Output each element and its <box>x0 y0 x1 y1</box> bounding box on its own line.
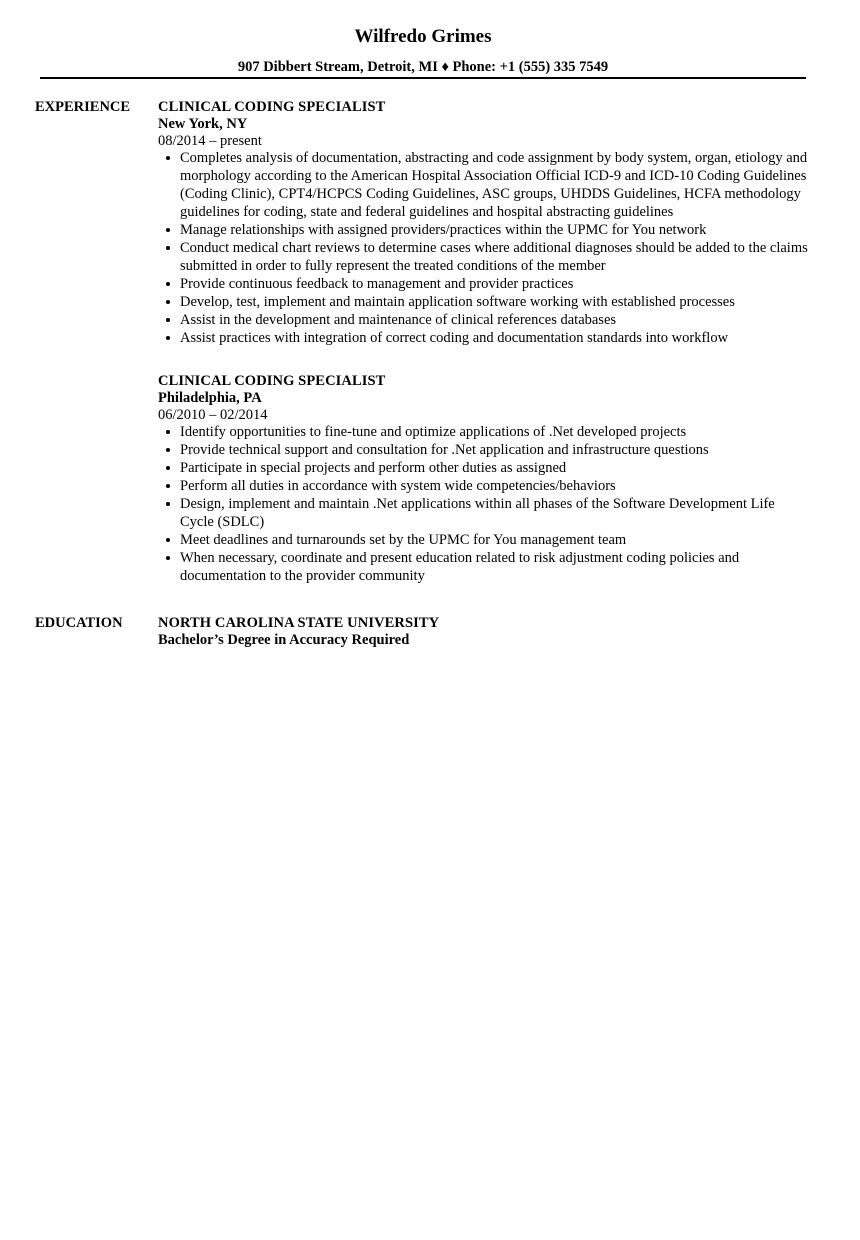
bullet-icon <box>166 466 170 470</box>
list-item <box>158 441 810 459</box>
bullet-text: Meet deadlines and turnarounds set by the UPMC for You management team <box>180 532 627 548</box>
bullet-text: Participate in special projects and perform other duties as assigned <box>180 460 567 476</box>
bullet-icon <box>166 282 170 286</box>
bullet-icon <box>166 538 170 542</box>
bullet-text: Provide technical support and consultation for .Net application and infrastructure questions <box>180 442 709 458</box>
job-title: CLINICAL CODING SPECIALIST <box>158 373 386 389</box>
list-item <box>158 149 810 221</box>
list-item <box>158 423 810 441</box>
bullet-icon <box>166 502 170 506</box>
bullet-icon <box>166 336 170 340</box>
bullet-text: When necessary, coordinate and present education related to risk adjustment coding policies and documentation to the provider community <box>180 550 740 584</box>
school-name: NORTH CAROLINA STATE UNIVERSITY <box>158 615 440 631</box>
bullet-icon <box>166 556 170 560</box>
list-item <box>158 477 810 495</box>
header-divider <box>40 77 806 79</box>
job-bullets <box>158 149 810 347</box>
job-location: Philadelphia, PA <box>158 390 262 406</box>
education-entry <box>158 614 810 649</box>
list-item <box>158 221 810 239</box>
bullet-icon <box>166 430 170 434</box>
bullet-text: Design, implement and maintain .Net applications within all phases of the Software Development Life Cycle (SDLC) <box>180 496 775 530</box>
experience-job-2 <box>158 372 810 585</box>
bullet-text: Assist practices with integration of correct coding and documentation standards into workflow <box>180 330 729 346</box>
bullet-text: Completes analysis of documentation, abstracting and code assignment by body system, organ, etiology and morphology according to the American Hospital Association Official ICD-9 and ICD-10 Coding Guidelines (Coding Clinic), CPT4/HCPCS Coding Guidelines, ASC groups, UHDDS Guidelines, HCFA methodology guidelines for coding, state and federal guidelines and hospital abstracting guidelines <box>180 150 808 220</box>
bullet-text: Assist in the development and maintenance of clinical references databases <box>180 312 617 328</box>
bullet-text: Perform all duties in accordance with system wide competencies/behaviors <box>180 478 616 494</box>
list-item <box>158 329 810 347</box>
bullet-icon <box>166 228 170 232</box>
bullet-text: Identify opportunities to fine-tune and optimize applications of .Net developed projects <box>180 424 687 440</box>
degree: Bachelor’s Degree in Accuracy Required <box>158 632 410 648</box>
bullet-icon <box>166 300 170 304</box>
list-item <box>158 239 810 275</box>
bullet-text: Provide continuous feedback to management and provider practices <box>180 276 574 292</box>
list-item <box>158 495 810 531</box>
list-item <box>158 293 810 311</box>
diamond-separator-icon: ♦ <box>441 59 449 75</box>
job-bullets <box>158 423 810 585</box>
contact-line <box>0 59 846 76</box>
phone-label: Phone: <box>452 59 496 75</box>
list-item <box>158 275 810 293</box>
job-title: CLINICAL CODING SPECIALIST <box>158 99 386 115</box>
bullet-icon <box>166 318 170 322</box>
list-item <box>158 531 810 549</box>
address: 907 Dibbert Stream, Detroit, MI <box>237 59 438 75</box>
section-label-experience: EXPERIENCE <box>35 99 131 115</box>
candidate-name: Wilfredo Grimes <box>354 26 492 47</box>
bullet-text: Manage relationships with assigned providers/practices within the UPMC for You network <box>180 222 707 238</box>
bullet-text: Conduct medical chart reviews to determine cases where additional diagnoses should be added to the claims submitted in order to fully represent the treated conditions of the member <box>180 240 808 274</box>
bullet-icon <box>166 484 170 488</box>
list-item <box>158 459 810 477</box>
experience-job-1 <box>158 98 810 347</box>
job-dates: 06/2010 – 02/2014 <box>158 407 268 423</box>
job-location: New York, NY <box>158 116 248 132</box>
section-label-education: EDUCATION <box>35 615 123 631</box>
job-dates: 08/2014 – present <box>158 133 262 149</box>
list-item <box>158 549 810 585</box>
list-item <box>158 311 810 329</box>
bullet-text: Develop, test, implement and maintain application software working with established processes <box>180 294 735 310</box>
bullet-icon <box>166 448 170 452</box>
phone-number: +1 (555) 335 7549 <box>499 59 609 75</box>
bullet-icon <box>166 246 170 250</box>
bullet-icon <box>166 156 170 160</box>
